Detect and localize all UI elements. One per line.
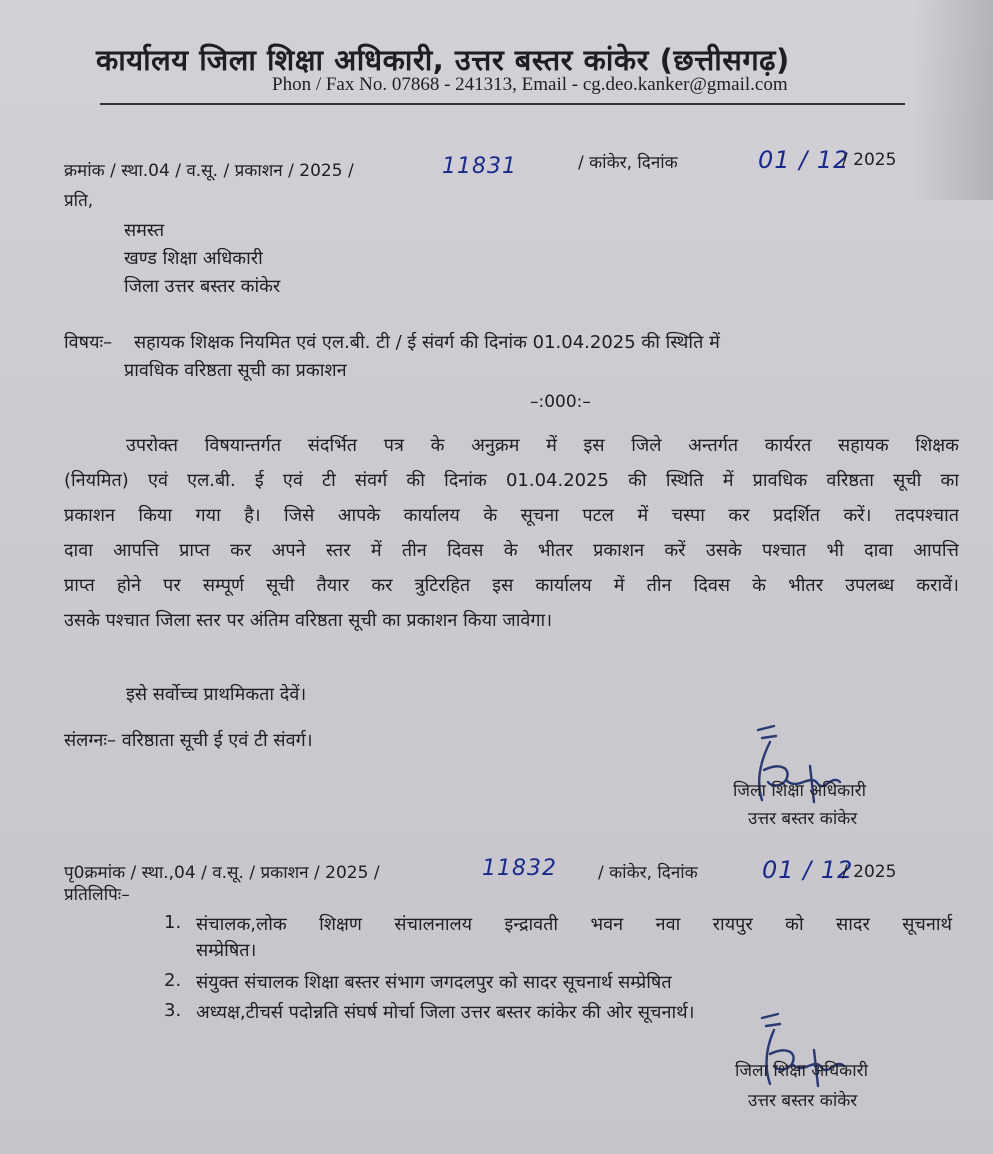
copy-date-year: / 2025	[842, 862, 897, 882]
body-line: दावा आपत्ति प्राप्त कर अपने स्तर में तीन दिवस के भीतर प्रकाशन करें उसके पश्चात भी दावा आपत्ति	[64, 540, 959, 561]
copy-item-text: संचालक,लोक शिक्षण संचालनालय इन्द्रावती भवन नवा रायपुर को सादर सूचनार्थ	[196, 914, 952, 935]
signatory-title: जिला शिक्षा अधिकारी	[733, 781, 866, 801]
office-title: कार्यालय जिला शिक्षा अधिकारी, उत्तर बस्तर कांकेर (छत्तीसगढ़)	[96, 43, 790, 77]
addressee-line: खण्ड शिक्षा अधिकारी	[124, 248, 263, 269]
handwritten-date: 01 / 12	[758, 146, 850, 174]
signatory-place: उत्तर बस्तर कांकेर	[748, 809, 858, 829]
body-line: उसके पश्चात जिला स्तर पर अंतिम वरिष्ठता सूची का प्रकाशन किया जावेगा।	[64, 610, 553, 631]
priority-line: इसे सर्वोच्च प्राथमिकता देवें।	[126, 684, 307, 705]
enclosure-line: संलग्नः– वरिष्ठाता सूची ई एवं टी संवर्ग।	[64, 730, 313, 751]
copy-item-text: संयुक्त संचालक शिक्षा बस्तर संभाग जगदलपुर को सादर सूचनार्थ सम्प्रेषित	[196, 972, 672, 993]
copy-item-number: 2.	[164, 970, 182, 991]
reference-number-label: क्रमांक / स्था.04 / व.सू. / प्रकाशन / 2025 /	[64, 161, 354, 181]
signature-mark	[752, 1008, 852, 1098]
body-line: उपरोक्त विषयान्तर्गत संदर्भित पत्र के अनुक्रम में इस जिले अन्तर्गत कार्यरत सहायक शिक्षक	[126, 435, 959, 456]
subject-line: सहायक शिक्षक नियमित एवं एल.बी. टी / ई संवर्ग की दिनांक 01.04.2025 की स्थिति में	[134, 332, 720, 353]
place-date-label: / कांकेर, दिनांक	[578, 153, 678, 173]
copy-signatory-place: उत्तर बस्तर कांकेर	[748, 1091, 858, 1111]
copy-place-date-label: / कांकेर, दिनांक	[598, 863, 698, 883]
handwritten-copy-date: 01 / 12	[762, 856, 854, 884]
body-line: प्राप्त होने पर सम्पूर्ण सूची तैयार कर त्रुटिरहित इस कार्यालय में तीन दिवस के भीतर उपलब्ध करावें।	[64, 575, 959, 596]
copy-item-number: 1.	[164, 912, 182, 933]
signature-mark	[740, 722, 850, 817]
page-shadow	[913, 0, 993, 200]
date-year: / 2025	[842, 150, 897, 170]
subject-label: विषयः–	[64, 332, 113, 353]
addressee-line: जिला उत्तर बस्तर कांकेर	[124, 276, 281, 297]
body-line: (नियमित) एवं एल.बी. ई एवं टी संवर्ग की दिनांक 01.04.2025 की स्थिति में प्रावधिक वरिष्ठता सूची का	[64, 470, 959, 491]
prati-label: प्रति,	[64, 191, 94, 211]
body-paragraph	[64, 428, 959, 638]
copy-item-number: 3.	[164, 1000, 182, 1021]
copy-item-text: अध्यक्ष,टीचर्स पदोन्नति संघर्ष मोर्चा जिला उत्तर बस्तर कांकेर की ओर सूचनार्थ।	[196, 1002, 695, 1023]
addressee-line: समस्त	[124, 220, 165, 241]
separator: –:000:–	[530, 392, 591, 412]
subject-line: प्रावधिक वरिष्ठता सूची का प्रकाशन	[124, 360, 347, 381]
copy-label: प्रतिलिपिः–	[64, 885, 130, 905]
contact-line: Phon / Fax No. 07868 - 241313, Email - cg.deo.kanker@gmail.com	[272, 74, 788, 95]
body-line: प्रकाशन किया गया है। जिसे आपके कार्यालय के सूचना पटल में चस्पा कर प्रदर्शित करें। तदपश्चात	[64, 505, 959, 526]
copy-signatory-title: जिला शिक्षा अधिकारी	[735, 1061, 868, 1081]
handwritten-copy-number: 11832	[482, 856, 557, 881]
copy-reference-label: पृ0क्रमांक / स्था.,04 / व.सू. / प्रकाशन / 2025 /	[64, 863, 380, 883]
handwritten-reference-number: 11831	[442, 154, 517, 179]
header-rule	[100, 103, 905, 105]
copy-item-text: सम्प्रेषित।	[196, 940, 257, 961]
